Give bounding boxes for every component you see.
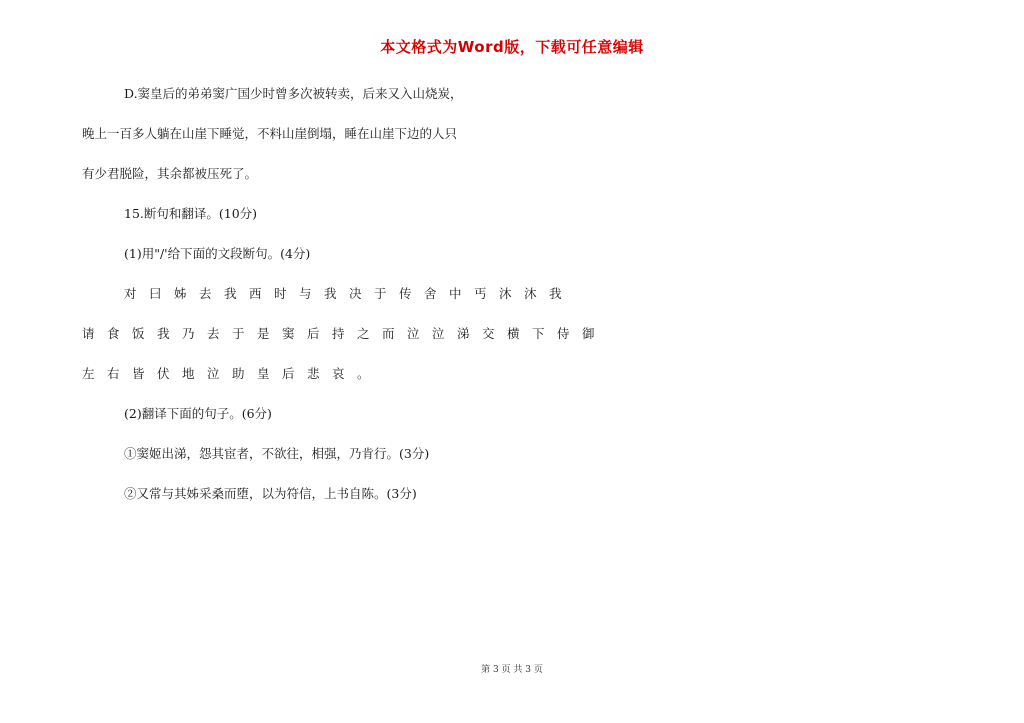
document-body	[82, 80, 608, 520]
document-banner: 本文格式为Word版，下载可任意编辑	[380, 38, 644, 56]
translation-sentence-1: ①窦姬出涕，怨其宦者，不欲往，相强，乃肯行。(3分)	[124, 446, 430, 461]
passage-line-1: 对曰姊去我西时与我决于传舍中丐沐沐我	[124, 286, 575, 301]
answer-option-d-line-1: D.窦皇后的弟弟窦广国少时曾多次被转卖，后来又入山烧炭，	[124, 86, 463, 101]
passage-line-3: 左右皆伏地泣助皇后悲哀。	[82, 366, 383, 381]
passage-line-2: 请食饭我乃去于是窦后持之而泣泣涕交横下侍御	[82, 326, 608, 341]
question-15-heading: 15.断句和翻译。(10分)	[124, 206, 258, 221]
question-15-part-2-instruction: (2)翻译下面的句子。(6分)	[124, 406, 272, 421]
question-15-part-1-instruction: (1)用"/'给下面的文段断句。(4分)	[124, 246, 311, 261]
translation-sentence-2: ②又常与其姊采桑而堕，以为符信，上书自陈。(3分)	[124, 486, 417, 501]
answer-option-d-line-2: 晚上一百多人躺在山崖下睡觉，不料山崖倒塌，睡在山崖下边的人只	[82, 126, 458, 141]
page-number-footer: 第 3 页 共 3 页	[481, 665, 543, 675]
answer-option-d-line-3: 有少君脱险，其余都被压死了。	[82, 166, 258, 181]
